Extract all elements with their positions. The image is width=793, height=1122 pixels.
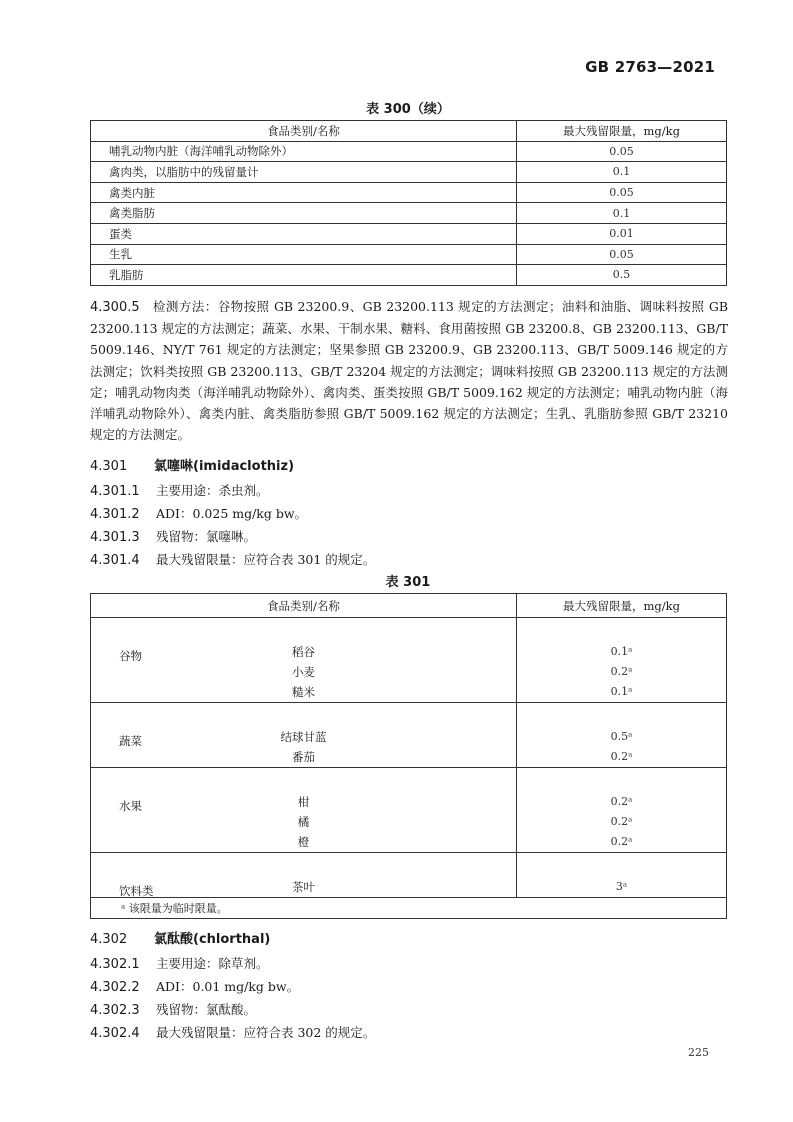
food-name: 橙 — [297, 835, 310, 849]
food-name: 蛋类 — [91, 223, 517, 244]
item-text: 残留物：氯酞酸。 — [156, 1002, 257, 1017]
section-item — [90, 481, 269, 499]
limit-value: 0.1 — [517, 162, 727, 183]
limit-value: 0.5 — [517, 265, 727, 286]
food-name: 茶叶 — [292, 880, 315, 894]
item-number: 4.301.4 — [90, 553, 140, 568]
limit-value: 0.01 — [517, 223, 727, 244]
food-name: 禽类内脏 — [91, 182, 517, 203]
item-text: ADI：0.025 mg/kg bw。 — [156, 506, 308, 521]
item-number: 4.301.2 — [90, 507, 140, 522]
table-300 — [90, 120, 727, 286]
food-name: 橘 — [297, 815, 310, 829]
value-cell — [517, 703, 727, 768]
food-name: 糙米 — [292, 685, 315, 699]
food-name: 生乳 — [91, 244, 517, 265]
food-name: 乳脂肪 — [91, 265, 517, 286]
limit-value: 0.05 — [517, 141, 727, 162]
table-footnote: ᵃ 该限量为临时限量。 — [91, 898, 727, 919]
item-number: 4.302.1 — [90, 957, 140, 972]
table-row — [91, 141, 727, 162]
limit-value: 0.2ᵃ — [610, 750, 633, 763]
column-header-category: 食品类别/名称 — [91, 121, 517, 142]
item-number: 4.301.1 — [90, 484, 140, 499]
group-name: 谷物 — [119, 649, 142, 663]
column-header-category: 食品类别/名称 — [91, 594, 517, 618]
item-number: 4.302.3 — [90, 1003, 140, 1018]
section-item — [90, 504, 307, 522]
limit-value: 3ᵃ — [615, 880, 628, 893]
section-title: 氯噻啉(imidaclothiz) — [154, 459, 295, 474]
table-301 — [90, 593, 727, 919]
standard-code: GB 2763—2021 — [585, 58, 715, 76]
food-name: 柑 — [297, 795, 310, 809]
food-name: 小麦 — [292, 665, 315, 679]
section-item — [90, 550, 375, 568]
section-item — [90, 954, 269, 972]
section-item — [90, 527, 256, 545]
section-4-302-heading — [90, 928, 270, 947]
item-number: 4.301.3 — [90, 530, 140, 545]
limit-value: 0.05 — [517, 244, 727, 265]
item-text: ADI：0.01 mg/kg bw。 — [156, 979, 300, 994]
column-header-limit: 最大残留限量，mg/kg — [517, 121, 727, 142]
table-row — [91, 265, 727, 286]
group-name: 饮料类 — [119, 884, 154, 898]
value-cell — [517, 618, 727, 703]
section-title: 氯酞酸(chlorthal) — [154, 932, 271, 947]
table-group — [91, 618, 727, 703]
table-group — [91, 703, 727, 768]
section-4-300-5 — [90, 296, 728, 445]
section-text: 检测方法：谷物按照 GB 23200.9、GB 23200.113 规定的方法测定；油料和油脂、调味料按照 GB 23200.113 规定的方法测定；蔬菜、水果、干制水果、糖料、食用菌按照 GB 23200.8、GB 23200.113、GB/T 5009.146、NY/T 761 规定的方法测定；坚果参照 GB 23200.9、GB 23200.113、GB/T 5009.146 规定的方法测定；饮料类按照 GB 23200.113、GB/T 23204 规定的方法测定；调味料按照 GB 23200.113 规定的方法测定；哺乳动物肉类（海洋哺乳动物除外）、禽肉类、蛋类按照 GB/T 5009.162 规定的方法测定；哺乳动物内脏（海洋哺乳动物除外）、禽类内脏、禽类脂肪参照 GB/T 5009.162 规定的方法测定；生乳、乳脂肪参照 GB/T 23210 规定的方法测定。 — [90, 299, 729, 443]
limit-value: 0.2ᵃ — [610, 835, 633, 848]
group-cell — [91, 768, 517, 853]
item-text: 最大残留限量：应符合表 301 的规定。 — [156, 552, 376, 567]
limit-value: 0.1ᵃ — [610, 685, 633, 698]
group-cell — [91, 853, 517, 898]
value-cell — [517, 768, 727, 853]
item-text: 最大残留限量：应符合表 302 的规定。 — [156, 1025, 376, 1040]
table-row — [91, 203, 727, 224]
limit-value: 0.1 — [517, 203, 727, 224]
table-row — [91, 162, 727, 183]
group-cell — [91, 618, 517, 703]
limit-value: 0.1ᵃ — [610, 645, 633, 658]
limit-value: 0.5ᵃ — [610, 730, 633, 743]
item-text: 主要用途：除草剂。 — [156, 956, 269, 971]
page-number: 225 — [688, 1046, 709, 1059]
section-item — [90, 1000, 256, 1018]
table-300-caption: 表 300（续） — [366, 102, 450, 117]
limit-value: 0.2ᵃ — [610, 815, 633, 828]
table-group — [91, 853, 727, 898]
group-name: 蔬菜 — [119, 734, 142, 748]
column-header-limit: 最大残留限量，mg/kg — [517, 594, 727, 618]
section-number: 4.300.5 — [90, 300, 140, 315]
table-row — [91, 223, 727, 244]
group-name: 水果 — [119, 799, 142, 813]
table-row — [91, 244, 727, 265]
food-name: 稻谷 — [292, 645, 315, 659]
food-name: 番茄 — [292, 750, 315, 764]
value-cell — [517, 853, 727, 898]
item-number: 4.302.2 — [90, 980, 140, 995]
food-name: 结球甘蓝 — [280, 730, 327, 744]
section-4-301-heading — [90, 455, 294, 474]
food-name: 哺乳动物内脏（海洋哺乳动物除外） — [91, 141, 517, 162]
table-301-caption: 表 301 — [385, 575, 431, 590]
section-number: 4.302 — [90, 932, 128, 947]
item-text: 主要用途：杀虫剂。 — [156, 483, 269, 498]
group-cell — [91, 703, 517, 768]
food-name: 禽类脂肪 — [91, 203, 517, 224]
section-item — [90, 1023, 375, 1041]
table-row — [91, 182, 727, 203]
table-group — [91, 768, 727, 853]
section-number: 4.301 — [90, 459, 128, 474]
section-item — [90, 977, 299, 995]
limit-value: 0.2ᵃ — [610, 665, 633, 678]
food-name: 禽肉类，以脂肪中的残留量计 — [91, 162, 517, 183]
limit-value: 0.2ᵃ — [610, 795, 633, 808]
item-text: 残留物：氯噻啉。 — [156, 529, 257, 544]
item-number: 4.302.4 — [90, 1026, 140, 1041]
limit-value: 0.05 — [517, 182, 727, 203]
